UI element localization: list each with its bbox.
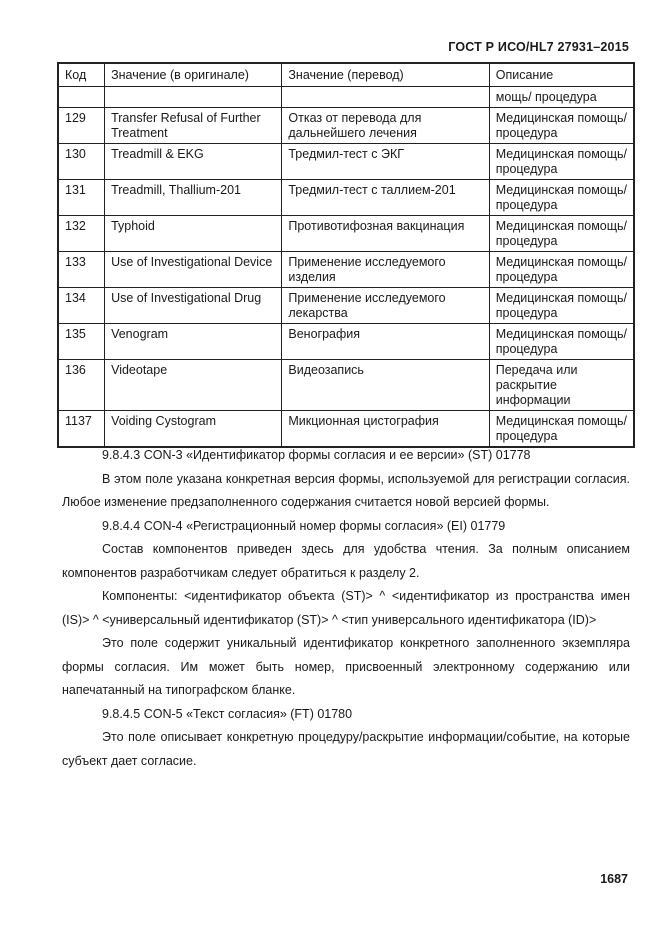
table-row	[58, 216, 634, 252]
cell-translation: Противотифозная вакцинация	[282, 216, 489, 252]
cell-description: Медицинская помощь/ процедура	[489, 180, 634, 216]
cell-code: 136	[58, 360, 105, 411]
column-header-translation: Значение (перевод)	[282, 63, 489, 87]
table-row-continued	[58, 87, 634, 108]
cell-original: Videotape	[105, 360, 282, 411]
cell-translation: Микционная цистография	[282, 411, 489, 448]
cell-code	[58, 87, 105, 108]
cell-description: Медицинская помощь/ процедура	[489, 108, 634, 144]
cell-original: Voiding Cystogram	[105, 411, 282, 448]
table-row	[58, 324, 634, 360]
cell-translation	[282, 87, 489, 108]
cell-description: Медицинская помощь/ процедура	[489, 216, 634, 252]
cell-original	[105, 87, 282, 108]
section-heading-con4: 9.8.4.4 CON-4 «Регистрационный номер формы согласия» (EI) 01779	[102, 518, 506, 533]
cell-description: Медицинская помощь/ процедура	[489, 288, 634, 324]
cell-description: Медицинская помощь/ процедура	[489, 144, 634, 180]
cell-description: мощь/ процедура	[489, 87, 634, 108]
cell-translation: Применение исследуемого лекарства	[282, 288, 489, 324]
cell-translation: Отказ от перевода для дальнейшего лечения	[282, 108, 489, 144]
column-header-description: Описание	[489, 63, 634, 87]
cell-code: 135	[58, 324, 105, 360]
paragraph: Состав компонентов приведен здесь для удобства чтения. За полным описанием компонентов разработчикам следует обратиться к разделу 2.	[62, 542, 630, 580]
cell-original: Transfer Refusal of Further Treatment	[105, 108, 282, 144]
cell-code: 131	[58, 180, 105, 216]
codes-table	[57, 62, 635, 448]
paragraph: Это поле описывает конкретную процедуру/раскрытие информации/событие, на которые субъект дает согласие.	[62, 730, 630, 768]
page-number: 1687	[600, 872, 628, 886]
table-row	[58, 180, 634, 216]
column-header-code: Код	[58, 63, 105, 87]
cell-description: Медицинская помощь/ процедура	[489, 324, 634, 360]
cell-original: Treadmill & EKG	[105, 144, 282, 180]
cell-code: 1137	[58, 411, 105, 448]
column-header-original: Значение (в оригинале)	[105, 63, 282, 87]
cell-translation: Тредмил-тест с ЭКГ	[282, 144, 489, 180]
body-text	[62, 444, 630, 773]
table-row	[58, 411, 634, 448]
cell-original: Use of Investigational Drug	[105, 288, 282, 324]
cell-translation: Венография	[282, 324, 489, 360]
table-row	[58, 144, 634, 180]
cell-code: 129	[58, 108, 105, 144]
table-row	[58, 108, 634, 144]
cell-original: Use of Investigational Device	[105, 252, 282, 288]
table-row	[58, 288, 634, 324]
cell-code: 130	[58, 144, 105, 180]
cell-description: Медицинская помощь/ процедура	[489, 252, 634, 288]
table-row	[58, 360, 634, 411]
cell-description: Медицинская помощь/ процедура	[489, 411, 634, 448]
cell-code: 133	[58, 252, 105, 288]
section-heading-con3: 9.8.4.3 CON-3 «Идентификатор формы согласия и ее версии» (ST) 01778	[102, 448, 531, 462]
paragraph: Это поле содержит уникальный идентификатор конкретного заполненного экземпляра формы согласия. Им может быть номер, присвоенный электронному содержанию или напечатанный на типографском бланке.	[62, 636, 630, 697]
paragraph: Компоненты: <идентификатор объекта (ST)> ^ <идентификатор из пространства имен (IS)> ^ <универсальный идентификатор (ST)> ^ <тип универсального идентификатора (ID)>	[62, 589, 630, 627]
table-body	[58, 87, 634, 448]
cell-translation: Видеозапись	[282, 360, 489, 411]
cell-original: Typhoid	[105, 216, 282, 252]
section-heading-con5: 9.8.4.5 CON-5 «Текст согласия» (FT) 01780	[102, 706, 353, 721]
table-row	[58, 252, 634, 288]
cell-translation: Применение исследуемого изделия	[282, 252, 489, 288]
cell-code: 132	[58, 216, 105, 252]
cell-code: 134	[58, 288, 105, 324]
paragraph: В этом поле указана конкретная версия формы, используемой для регистрации согласия. Любое изменение предзаполненного содержания считается новой версией формы.	[62, 471, 630, 509]
cell-original: Treadmill, Thallium-201	[105, 180, 282, 216]
cell-original: Venogram	[105, 324, 282, 360]
cell-description: Передача или раскрытие информации	[489, 360, 634, 411]
table-header-row	[58, 63, 634, 87]
document-header: ГОСТ Р ИСО/HL7 27931–2015	[448, 40, 629, 54]
cell-translation: Тредмил-тест с таллием-201	[282, 180, 489, 216]
